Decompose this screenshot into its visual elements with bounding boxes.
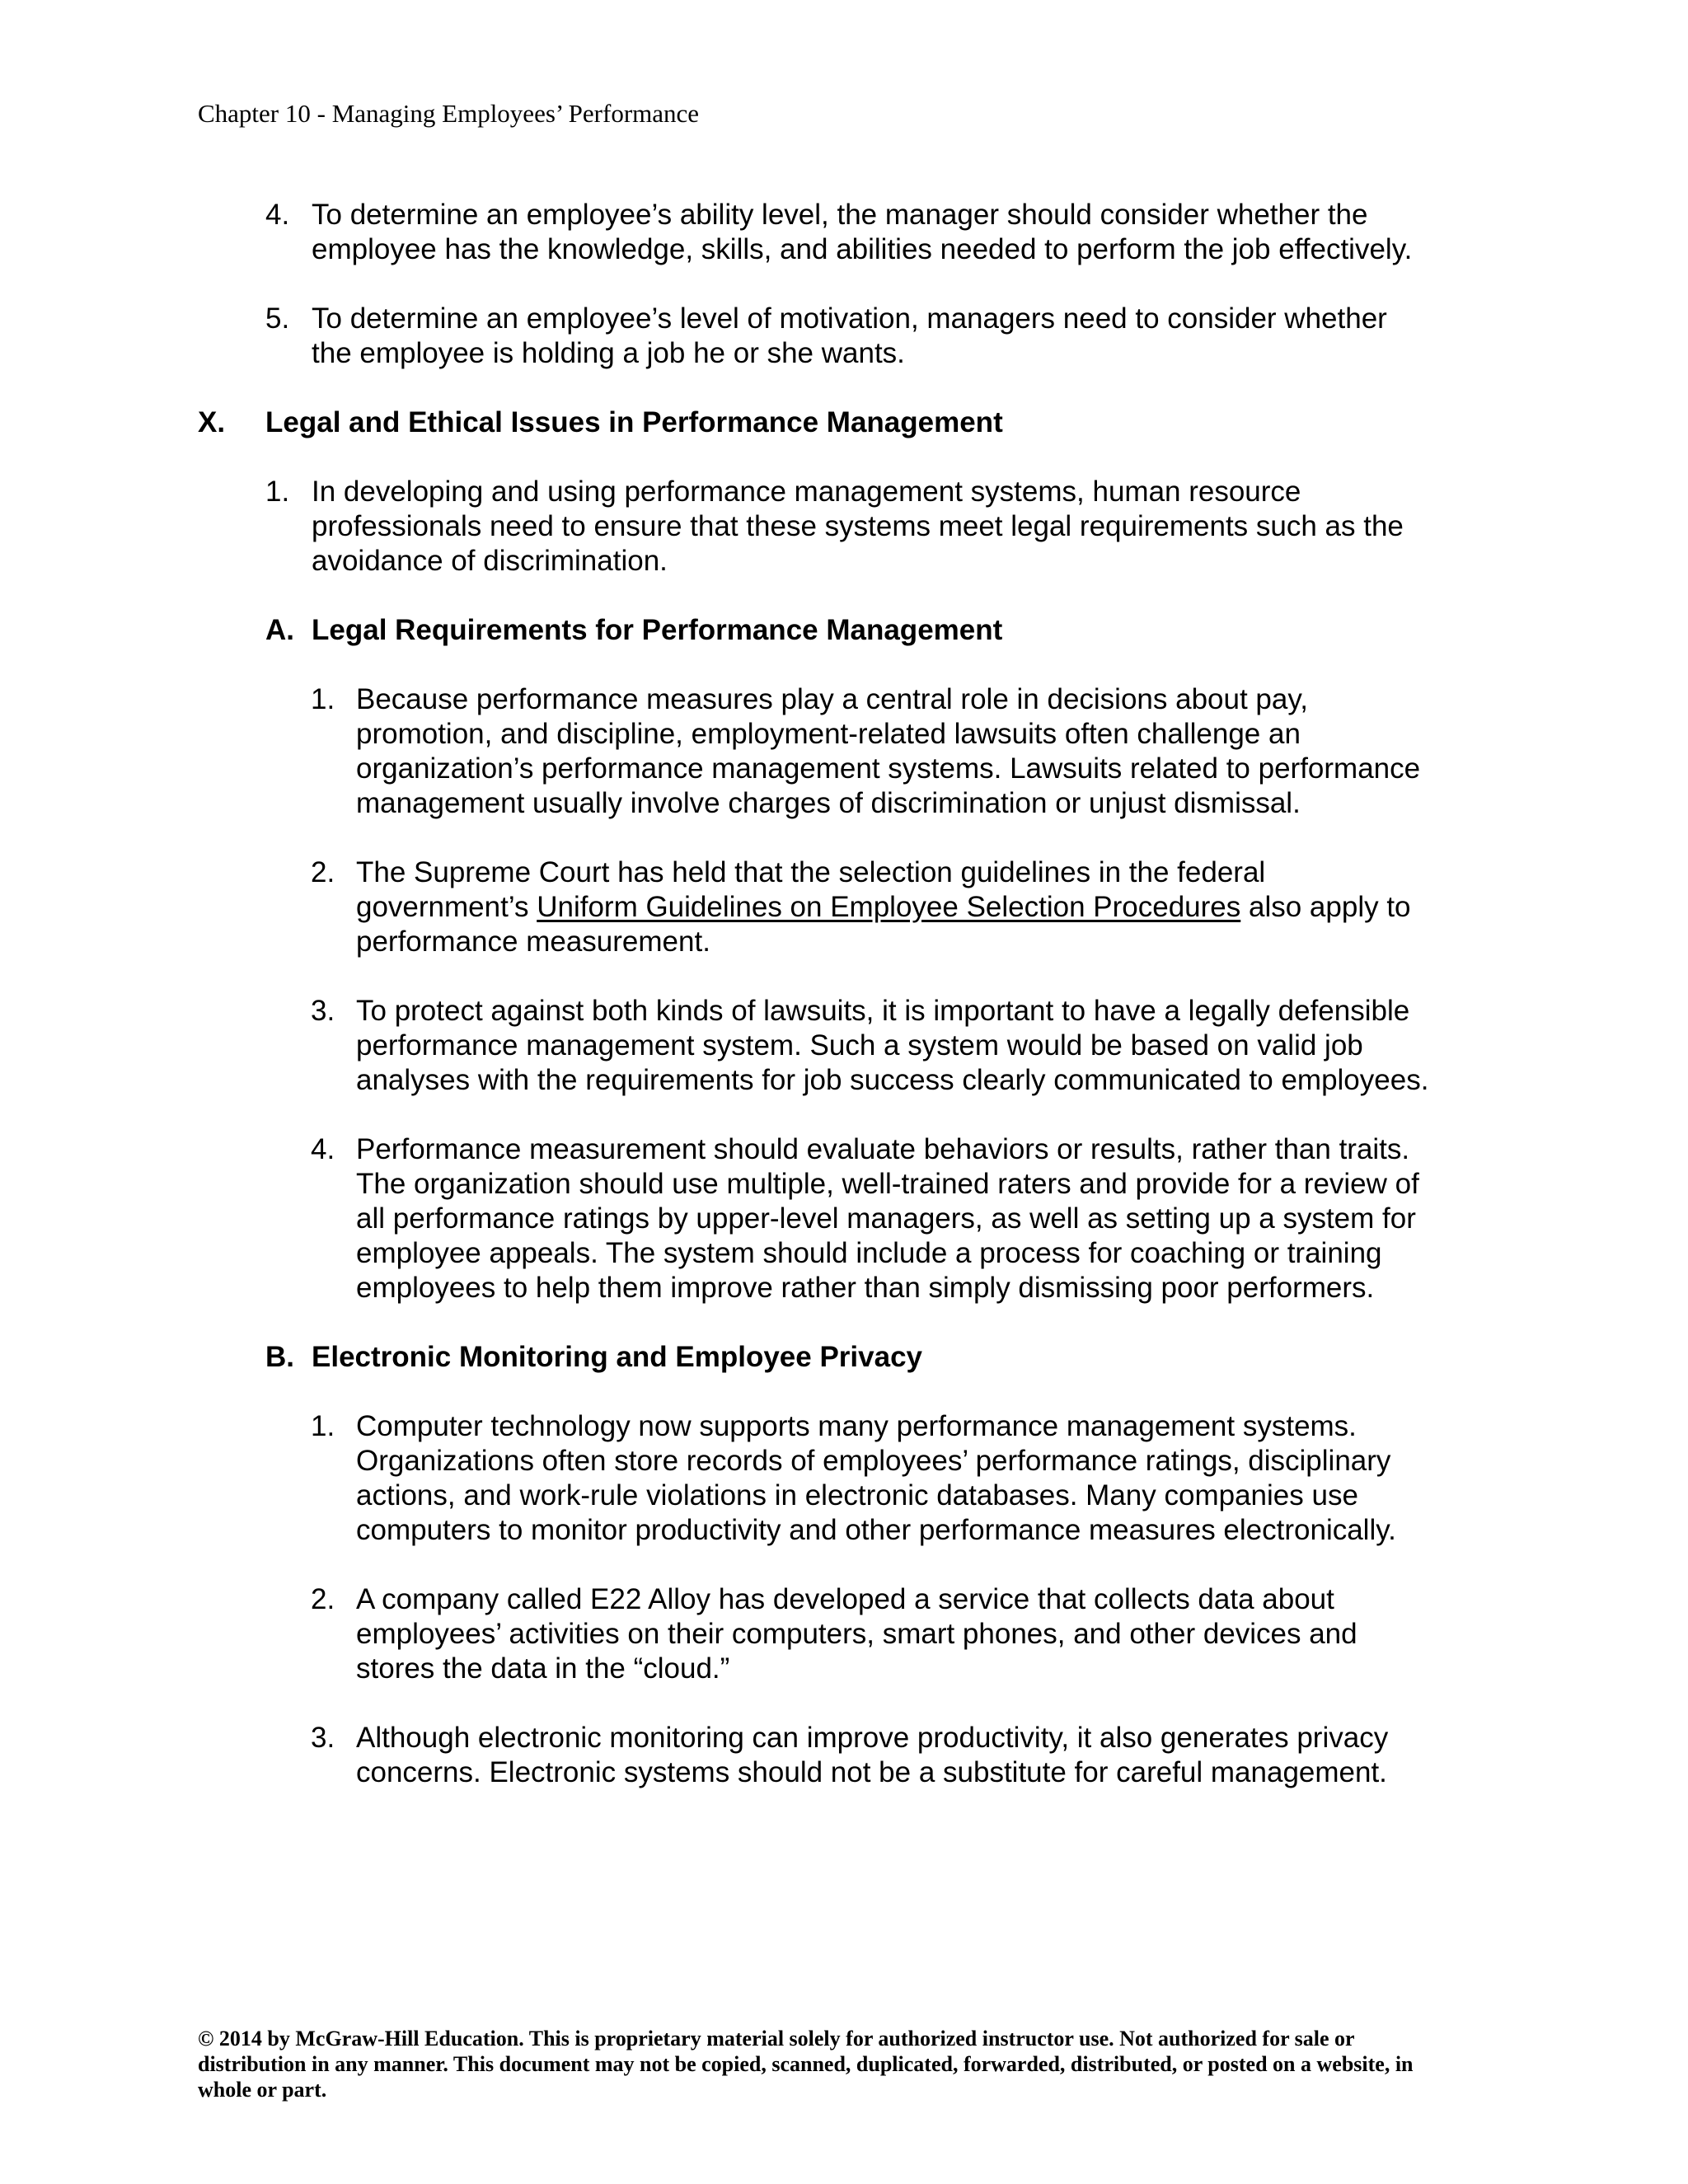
page-header: Chapter 10 - Managing Employees’ Performance	[198, 99, 700, 128]
list-text-line: concerns. Electronic systems should not be a substitute for careful management.	[356, 1756, 1387, 1788]
list-text-line: To determine an employee’s level of motivation, managers need to consider whether	[312, 302, 1387, 335]
section-title: Legal and Ethical Issues in Performance Management	[265, 406, 1003, 438]
list-text-line: professionals need to ensure that these systems meet legal requirements such as the	[312, 510, 1404, 542]
list-text-line: computers to monitor productivity and other performance measures electronically.	[356, 1514, 1396, 1546]
list-text-line: all performance ratings by upper-level managers, as well as setting up a system for	[356, 1202, 1416, 1235]
list-text-line: employees to help them improve rather than simply dismissing poor performers.	[356, 1272, 1375, 1304]
list-number: 2.	[311, 1583, 335, 1615]
list-text-line	[356, 890, 1411, 925]
list-text-line: A company called E22 Alloy has developed a service that collects data about	[356, 1583, 1334, 1615]
list-text-line: Organizations often store records of employees’ performance ratings, disciplinary	[356, 1445, 1391, 1477]
list-text-line: stores the data in the “cloud.”	[356, 1652, 730, 1685]
list-number: 2.	[311, 856, 335, 888]
footer-line: whole or part.	[198, 2078, 327, 2102]
list-text-line: employee has the knowledge, skills, and abilities needed to perform the job effectively.	[312, 233, 1413, 265]
footer-line: © 2014 by McGraw-Hill Education. This is proprietary material solely for authorized instructor use. Not authorized for sale or	[198, 2027, 1355, 2050]
list-text-line: the employee is holding a job he or she wants.	[312, 337, 905, 369]
subsection-label: B.	[265, 1341, 294, 1373]
list-text-line: The organization should use multiple, well-trained raters and provide for a review of	[356, 1168, 1419, 1200]
list-text-line: organization’s performance management systems. Lawsuits related to performance	[356, 752, 1421, 785]
list-number: 3.	[311, 1722, 335, 1754]
section-label: X.	[198, 406, 226, 438]
list-text-line: management usually involve charges of discrimination or unjust dismissal.	[356, 787, 1301, 819]
list-text-line: actions, and work-rule violations in electronic databases. Many companies use	[356, 1479, 1358, 1511]
list-text-line: employee appeals. The system should include a process for coaching or training	[356, 1237, 1382, 1269]
list-number: 1.	[311, 683, 335, 715]
list-number: 1.	[311, 1410, 335, 1442]
list-text-line: In developing and using performance management systems, human resource	[312, 476, 1301, 508]
copyright-footer	[198, 2026, 1500, 2102]
list-text-line: Performance measurement should evaluate behaviors or results, rather than traits.	[356, 1133, 1410, 1165]
underlined-title: Uniform Guidelines on Employee Selection Procedures	[537, 891, 1241, 923]
list-number: 5.	[265, 302, 290, 335]
list-number: 1.	[265, 476, 290, 508]
list-text-line: avoidance of discrimination.	[312, 545, 668, 577]
list-text-line: To determine an employee’s ability level, the manager should consider whether the	[312, 199, 1368, 231]
list-text-line: performance measurement.	[356, 926, 710, 958]
list-text-line: To protect against both kinds of lawsuits, it is important to have a legally defensible	[356, 995, 1410, 1027]
text-segment: government’s	[356, 891, 537, 923]
list-number: 4.	[311, 1133, 335, 1165]
text-segment: also apply to	[1240, 891, 1411, 923]
list-text-line: analyses with the requirements for job success clearly communicated to employees.	[356, 1064, 1429, 1096]
list-text-line: employees’ activities on their computers, smart phones, and other devices and	[356, 1618, 1357, 1650]
subsection-label: A.	[265, 614, 294, 646]
list-text-line: Although electronic monitoring can improve productivity, it also generates privacy	[356, 1722, 1389, 1754]
subsection-title: Electronic Monitoring and Employee Privacy	[312, 1341, 923, 1373]
footer-line: distribution in any manner. This document may not be copied, scanned, duplicated, forwarded, distributed, or posted on a website, in	[198, 2052, 1414, 2076]
list-number: 4.	[265, 199, 290, 231]
subsection-title: Legal Requirements for Performance Management	[312, 614, 1003, 646]
list-text-line: The Supreme Court has held that the selection guidelines in the federal	[356, 856, 1266, 888]
list-text-line: Because performance measures play a central role in decisions about pay,	[356, 683, 1308, 715]
list-text-line: Computer technology now supports many performance management systems.	[356, 1410, 1357, 1442]
list-number: 3.	[311, 995, 335, 1027]
list-text-line: performance management system. Such a system would be based on valid job	[356, 1029, 1363, 1062]
list-text-line: promotion, and discipline, employment-related lawsuits often challenge an	[356, 718, 1301, 750]
